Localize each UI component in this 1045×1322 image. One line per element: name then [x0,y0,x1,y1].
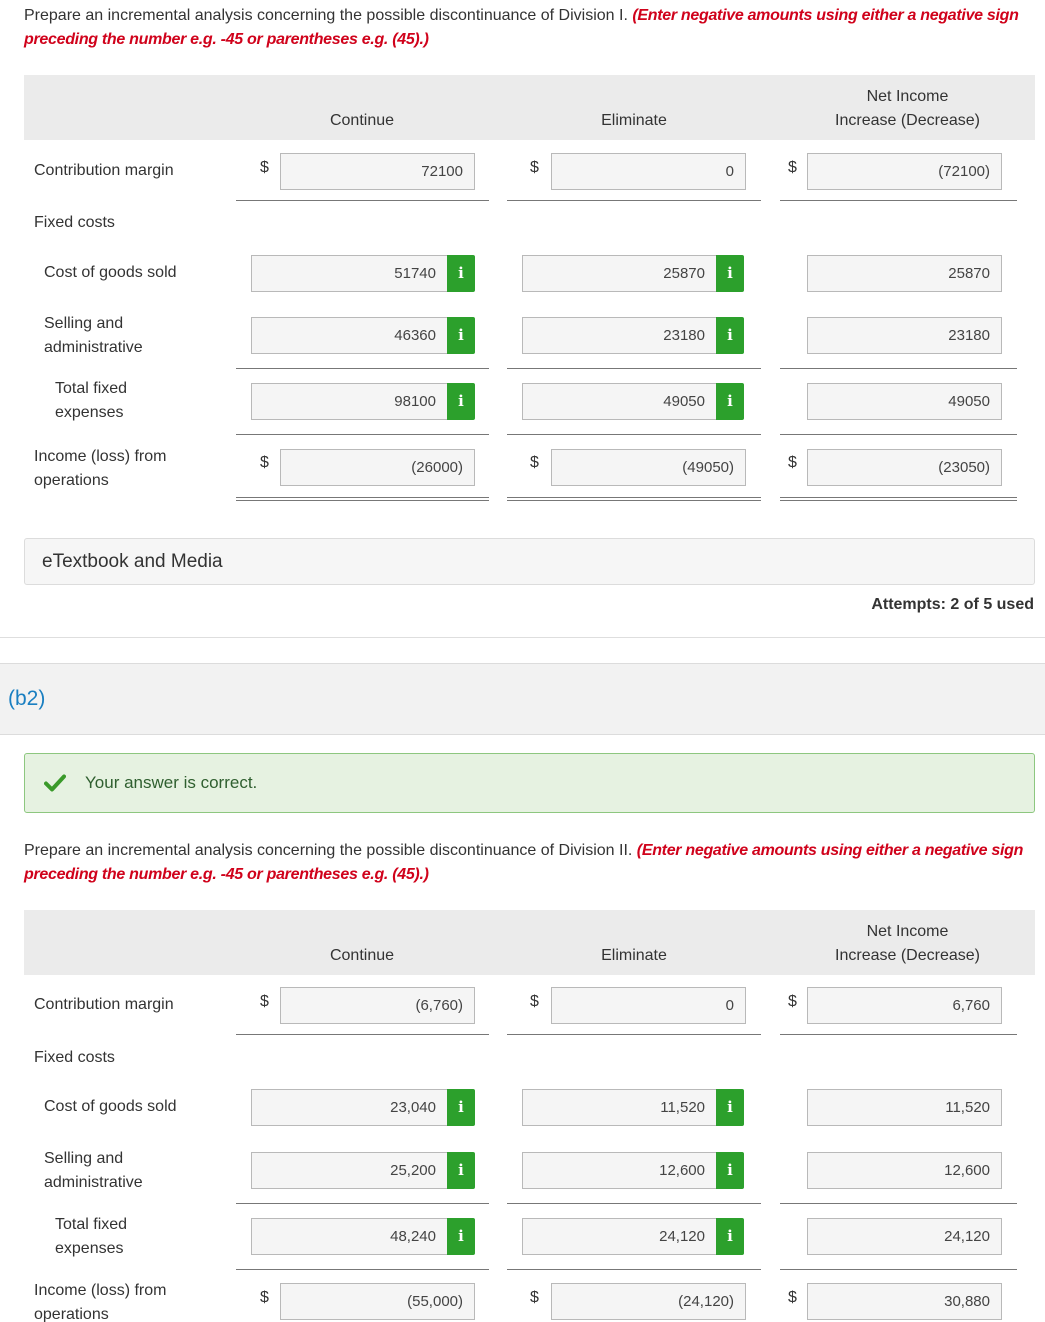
eliminate-input[interactable]: 23180 [522,317,716,354]
info-icon[interactable]: i [447,383,475,420]
instructions-division-2 [24,839,1037,887]
underline [780,1034,1017,1035]
dollar-sign: $ [260,159,269,176]
underline [236,1203,489,1204]
dollar-sign: $ [530,1289,539,1306]
info-icon[interactable]: i [447,1152,475,1189]
dollar-sign: $ [788,993,797,1010]
header-continue: Continue [329,112,395,129]
row-label-text: Selling and administrative [44,1150,143,1191]
underline [507,1269,761,1270]
info-icon[interactable]: i [716,255,744,292]
feedback-text: Your answer is correct. [85,773,258,792]
attempts-counter: Attempts: 2 of 5 used [871,596,1034,613]
incremental-analysis-table-division-1 [24,75,1035,489]
row-cost-of-goods-sold [24,1089,1035,1139]
info-icon[interactable]: i [716,317,744,354]
instruction-note: (Enter negative amounts using either a negative sign preceding the number e.g. -45 or parentheses e.g. (45).) [24,7,1019,48]
dollar-sign: $ [260,1289,269,1306]
instruction-text: Prepare an incremental analysis concerning the possible discontinuance of Division II. [24,842,633,859]
divider [0,637,1045,638]
eliminate-input[interactable]: 0 [551,153,746,190]
feedback-correct-banner [24,753,1035,813]
underline [780,1269,1017,1270]
row-selling-administrative [24,315,1035,371]
continue-input[interactable]: (26000) [280,449,475,486]
info-icon[interactable]: i [447,1218,475,1255]
net-income-input[interactable]: (72100) [807,153,1002,190]
double-underline [236,497,489,501]
row-contribution-margin [24,153,1035,203]
underline [780,434,1017,435]
row-fixed-costs [24,211,1035,241]
dollar-sign: $ [260,993,269,1010]
eliminate-input[interactable]: 49050 [522,383,716,420]
dollar-sign: $ [530,454,539,471]
row-label-text: Selling and administrative [44,315,143,356]
continue-input[interactable]: 72100 [280,153,475,190]
row-selling-administrative [24,1151,1035,1207]
row-label: Cost of goods sold [44,264,177,281]
net-income-input[interactable]: 25870 [807,255,1002,292]
eliminate-input[interactable]: 0 [551,987,746,1024]
dollar-sign: $ [788,159,797,176]
eliminate-input[interactable]: 11,520 [522,1089,716,1126]
continue-input[interactable]: (6,760) [280,987,475,1024]
dollar-sign: $ [530,993,539,1010]
checkmark-icon [44,773,66,793]
row-label: Cost of goods sold [44,1098,177,1115]
underline [780,368,1017,369]
header-net-income [780,920,1035,968]
table-header [24,75,1035,140]
row-total-fixed-expenses [24,380,1035,436]
row-fixed-costs [24,1046,1035,1076]
row-label [34,312,204,360]
row-label [34,1213,174,1261]
dollar-sign: $ [788,1289,797,1306]
header-net-line2: Increase (Decrease) [835,947,980,964]
eliminate-input[interactable]: (24,120) [551,1283,746,1320]
net-income-input[interactable]: 24,120 [807,1218,1002,1255]
net-income-input[interactable]: 12,600 [807,1152,1002,1189]
row-label: Fixed costs [34,214,115,231]
net-income-input[interactable]: 6,760 [807,987,1002,1024]
underline [507,200,761,201]
instructions-division-1 [24,4,1037,52]
underline [780,200,1017,201]
header-net-line1: Net Income [866,88,949,105]
header-eliminate: Eliminate [601,112,667,129]
row-label [34,1147,204,1195]
row-income-from-operations [24,1279,1035,1322]
dollar-sign: $ [260,454,269,471]
underline [507,434,761,435]
row-label: Contribution margin [34,162,174,179]
underline [236,1269,489,1270]
underline [507,368,761,369]
row-cost-of-goods-sold [24,255,1035,305]
info-icon[interactable]: i [447,317,475,354]
continue-input[interactable]: 98100 [251,383,447,420]
net-income-input[interactable]: 11,520 [807,1089,1002,1126]
underline [236,200,489,201]
info-icon[interactable]: i [447,255,475,292]
row-contribution-margin [24,987,1035,1037]
instruction-text: Prepare an incremental analysis concerning the possible discontinuance of Division I. [24,7,628,24]
eliminate-input[interactable]: 24,120 [522,1218,716,1255]
incremental-analysis-table-division-2 [24,910,1035,1322]
row-label: Income (loss) from operations [34,1282,167,1322]
continue-input[interactable]: 51740 [251,255,447,292]
header-eliminate: Eliminate [601,947,667,964]
underline [236,368,489,369]
header-net-line2: Increase (Decrease) [835,112,980,129]
dollar-sign: $ [788,454,797,471]
eliminate-input[interactable]: 12,600 [522,1152,716,1189]
row-label-text: Total fixed expenses [55,1216,128,1257]
double-underline [507,497,761,501]
row-label: Contribution margin [34,996,174,1013]
info-icon[interactable]: i [716,383,744,420]
row-label-text: Total fixed expenses [55,380,128,421]
header-net-line1: Net Income [866,923,949,940]
eliminate-input[interactable]: (49050) [551,449,746,486]
net-income-input[interactable]: (23050) [807,449,1002,486]
info-icon[interactable]: i [447,1089,475,1126]
dollar-sign: $ [530,159,539,176]
etextbook-media-link[interactable]: eTextbook and Media [24,538,1035,585]
net-income-input[interactable]: 30,880 [807,1283,1002,1320]
row-label [34,377,174,425]
underline [236,434,489,435]
underline [507,1203,761,1204]
header-net-income [780,85,1035,133]
info-icon[interactable]: i [716,1218,744,1255]
underline [780,1203,1017,1204]
underline [507,1034,761,1035]
double-underline [780,497,1017,501]
table-header [24,910,1035,975]
row-income-from-operations [24,445,1035,505]
row-label: Income (loss) from operations [34,448,167,489]
row-label: Fixed costs [34,1049,115,1066]
continue-input[interactable]: 48,240 [251,1218,447,1255]
part-header-b2 [0,663,1045,735]
underline [236,1034,489,1035]
info-icon[interactable]: i [716,1089,744,1126]
part-label: (b2) [8,687,46,710]
instruction-note: (Enter negative amounts using either a negative sign preceding the number e.g. -45 or parentheses e.g. (45).) [24,842,1024,883]
continue-input[interactable]: 23,040 [251,1089,447,1126]
info-icon[interactable]: i [716,1152,744,1189]
eliminate-input[interactable]: 25870 [522,255,716,292]
net-income-input[interactable]: 49050 [807,383,1002,420]
row-total-fixed-expenses [24,1215,1035,1271]
continue-input[interactable]: 46360 [251,317,447,354]
continue-input[interactable]: (55,000) [280,1283,475,1320]
net-income-input[interactable]: 23180 [807,317,1002,354]
header-continue: Continue [329,947,395,964]
continue-input[interactable]: 25,200 [251,1152,447,1189]
